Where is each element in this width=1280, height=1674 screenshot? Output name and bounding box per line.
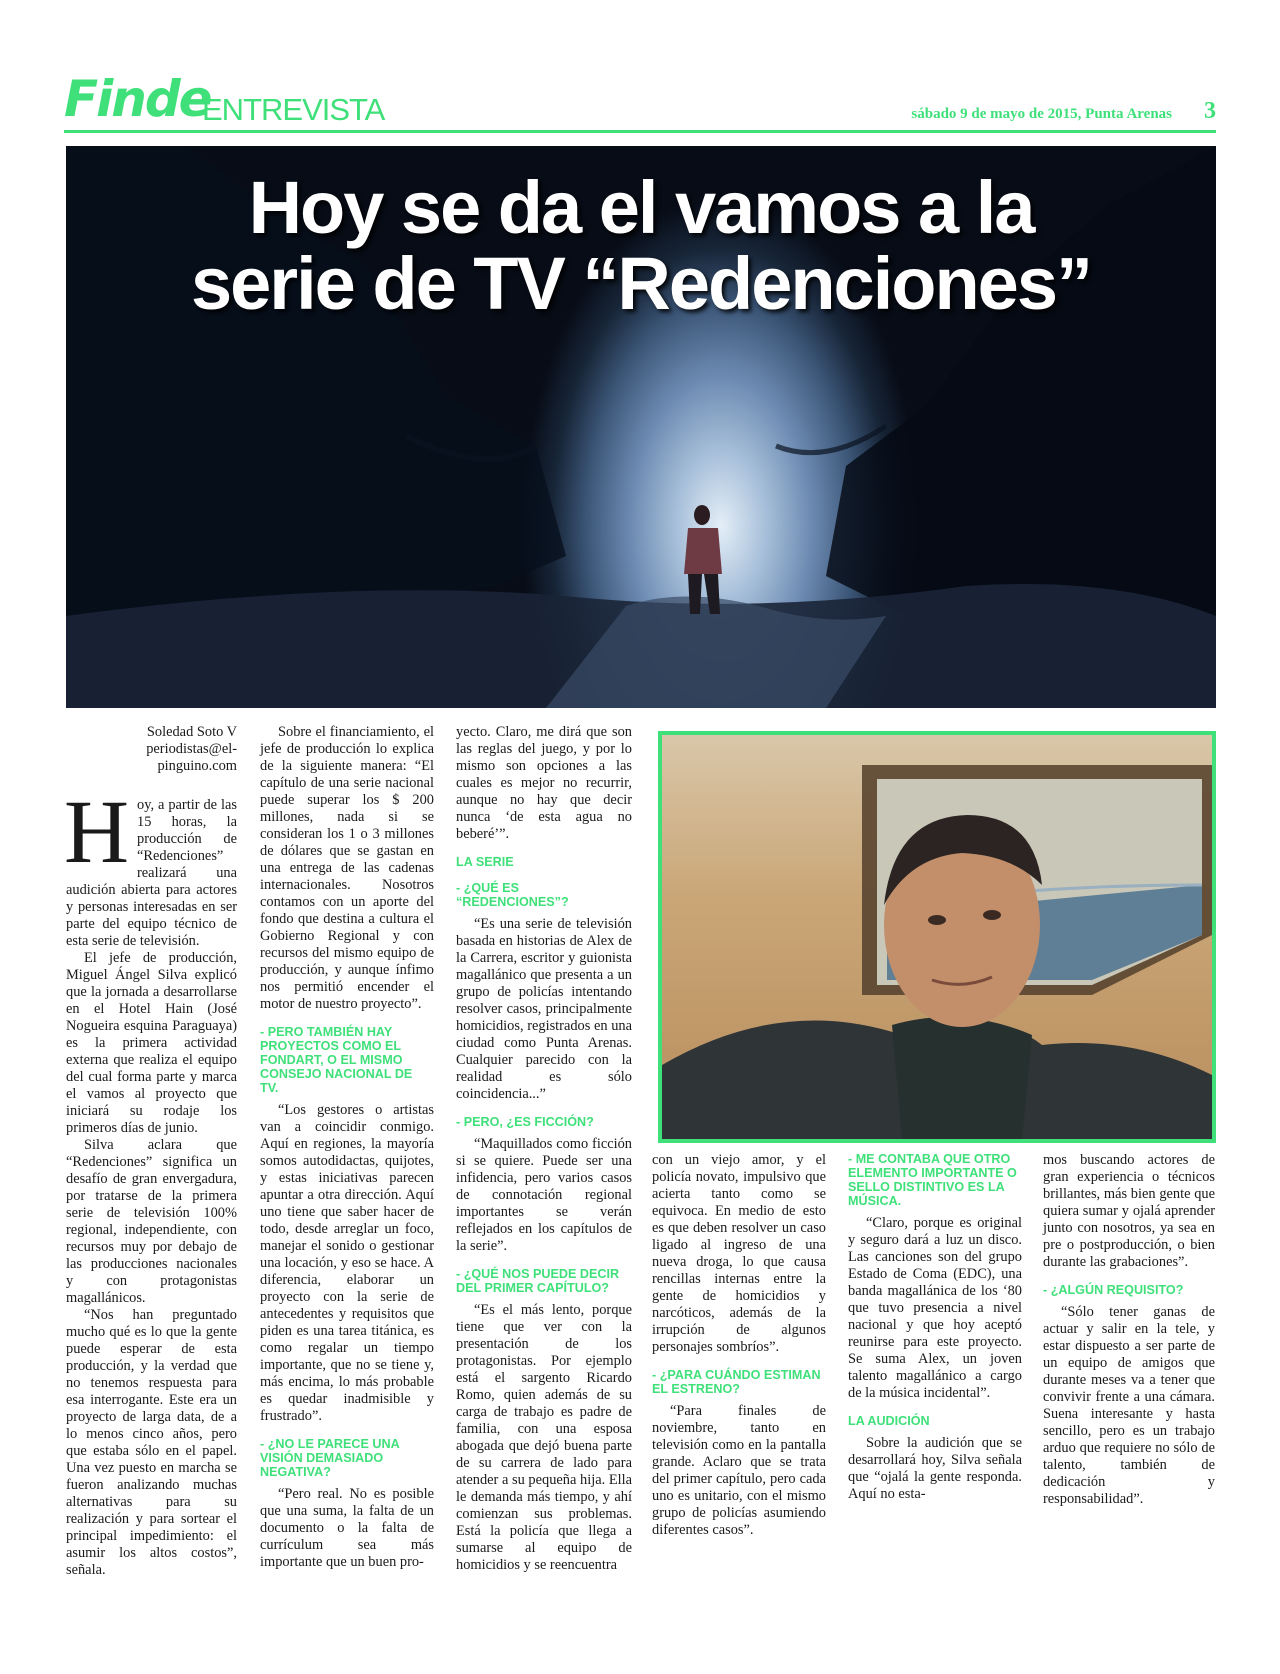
paragraph: mos buscando actores de gran experiencia o técnicos brillantes, más bien gente que quiera sumar y ojalá aprender junto con nosotros, ya sea en pre o postproducción, o bien durante las grabaciones”. xyxy=(1043,1152,1215,1270)
paragraph: “Para finales de noviembre, tanto en televisión como en la pantalla grande. Aclaro que se trata del primer capítulo, pero cada uno es unitario, con el mismo grupo de policías asumiendo diferentes casos”. xyxy=(652,1403,826,1538)
column-4 xyxy=(652,1152,826,1539)
portrait-illustration xyxy=(662,735,1212,1139)
paragraph: Sobre la audición que se desarrollará hoy, Silva señala que “ojalá la gente responda. Aquí no esta- xyxy=(848,1435,1022,1502)
question-heading: - ¿QUÉ NOS PUEDE DECIR DEL PRIMER CAPÍTULO? xyxy=(456,1267,620,1295)
headline xyxy=(66,166,1216,325)
column-6 xyxy=(1043,1152,1215,1508)
byline-author: Soledad Soto V xyxy=(146,724,237,740)
column-3 xyxy=(456,724,632,1574)
finde-logo: Finde xyxy=(64,70,211,128)
paragraph: El jefe de producción, Miguel Ángel Silva explicó que la jornada a desarrollarse en el Hotel Hain (José Nogueira esquina Paraguaya) es la primera actividad externa que realiza el equipo del cual forma parte y marca el vamos al proyecto que iniciará su rodaje los primeros días de junio. xyxy=(66,950,237,1136)
paragraph: “Los gestores o artistas van a coincidir conmigo. Aquí en regiones, la mayoría somos autodidactas, quijotes, y estas iniciativas parecen apuntar a otra dirección. Aquí uno tiene que saber hacer de todo, desde arreglar un foco, manejar el sonido o gestionar una locación, y eso se hace. A diferencia, elaborar un proyecto con la serie de antecedentes y requisitos que piden es una tarea titánica, es como regalar un tiempo importante, que no se tiene y, más encima, lo más probable es quedar inadmisible y frustrado”. xyxy=(260,1102,434,1424)
paragraph: “Maquillados como ficción si se quiere. Puede ser una infidencia, pero varios casos de connotación regional importantes se verán reflejados en los capítulos de la serie”. xyxy=(456,1136,632,1254)
column-2 xyxy=(260,724,434,1571)
paragraph: “Es el más lento, porque tiene que ver con la presentación de los protagonistas. Por ejemplo está el sargento Ricardo Romo, quien además de su carga de trabajo es padre de familia, con una esposa abogada que dejó buena parte de su carrera de lado para atender a su pequeña hija. Ella le demanda más tiempo, y ahí comienzan sus problemas. Está la policía que llega a sumarse al equipo de homicidios y se reencuentra xyxy=(456,1302,632,1573)
portrait-photo xyxy=(658,731,1216,1143)
column-1 xyxy=(66,724,237,1579)
paragraph: “Nos han preguntado mucho qué es lo que la gente puede esperar de esta producción, y la verdad que no tenemos respuesta para esa interrogante. Este era un proyecto de larga data, de a lo menos cinco años, pero que estaba sólo en el papel. Una vez puesto en marcha se fueron analizando muchas alternativas para su realización y para sortear el principal impedimiento: el asumir los altos costos”, señala. xyxy=(66,1307,237,1578)
section-heading: LA AUDICIÓN xyxy=(848,1414,930,1428)
page-number: 3 xyxy=(1204,98,1216,124)
paragraph: Sobre el financiamiento, el jefe de producción lo explica de la siguiente manera: “El capítulo de una serie nacional puede superar los $ 200 millones, nada si se consideran los 1 o 3 millones de dólares que se gastan en una entrega de las cadenas internacionales. Nosotros contamos con un aporte del fondo que destina a cultura el Gobierno Regional y con recursos del mismo equipo de producción, y aunque ínfimo nos permitió encender el motor de nuestro proyecto”. xyxy=(260,724,434,1012)
question-heading: - ME CONTABA QUE OTRO ELEMENTO IMPORTANTE O SELLO DISTINTIVO ES LA MÚSICA. xyxy=(848,1152,1017,1208)
column-5 xyxy=(848,1152,1022,1503)
hero-forest-photo xyxy=(66,146,1216,708)
byline-email-2: pinguino.com xyxy=(157,758,237,774)
paragraph: “Es una serie de televisión basada en historias de Alex de la Carrera, escritor y guionista magallánico que presenta a un grupo de policías intentando resolver casos, principalmente homicidios, registrados en una ciudad como Punta Arenas. Cualquier parecido con la realidad es sólo coincidencia...” xyxy=(456,916,632,1102)
paragraph: “Pero real. No es posible que una suma, la falta de un documento o la falta de currículum sea más importante que un buen pro- xyxy=(260,1486,434,1570)
masthead xyxy=(64,68,1216,130)
question-heading: - PERO TAMBIÉN HAY PROYECTOS COMO EL FONDART, O EL MISMO CONSEJO NACIONAL DE TV. xyxy=(260,1025,413,1095)
question-heading: - ¿ALGÚN REQUISITO? xyxy=(1043,1283,1184,1297)
dateline: sábado 9 de mayo de 2015, Punta Arenas xyxy=(911,106,1172,122)
section-heading: LA SERIE xyxy=(456,855,514,869)
drop-cap: H xyxy=(64,783,129,882)
paragraph: con un viejo amor, y el policía novato, impulsivo que acierta tanto como se equivoca. En medio de esto es que deben resolver un caso ligado al ingreso de una nueva droga, lo que causa rencillas internas entre la gente de homicidios y narcóticos, además de la irrupción de algunos personajes sombríos”. xyxy=(652,1152,826,1355)
paragraph: Silva aclara que “Redenciones” significa un desafío de gran envergadura, por tratarse de la primera serie de televisión 100% regional, independiente, con recursos muy por debajo de las producciones nacionales y con protagonistas magallánicos. xyxy=(66,1137,237,1306)
paragraph: “Claro, porque es original y seguro dará a luz un disco. Las canciones son del grupo Estado de Coma (EDC), una banda magallánica de los ‘80 que tuvo presencia a nivel nacional y que hoy aceptó reunirse para este proyecto. Se suma Alex, un joven talento magallánico a cargo de la música incidental”. xyxy=(848,1215,1022,1401)
paragraph: Hoy, a partir de las 15 horas, la producción de “Redenciones” realizará una audición abierta para actores y personas interesadas en ser parte del equipo técnico de esta serie de televisión. xyxy=(64,783,237,949)
byline xyxy=(66,724,237,775)
byline-email-1: periodistas@el- xyxy=(146,741,237,757)
paragraph: “Sólo tener ganas de actuar y salir en la tele, y estar dispuesto a ser parte de un equipo de amigos que durante meses va a tener que convivir frente a una cámara. Suena interesante y hasta sencillo, pero es un trabajo arduo que requiere no sólo de talento, también de dedicación y responsabilidad”. xyxy=(1043,1304,1215,1507)
question-heading: - ¿PARA CUÁNDO ESTIMAN EL ESTRENO? xyxy=(652,1368,821,1396)
question-heading: - PERO, ¿ES FICCIÓN? xyxy=(456,1115,594,1129)
question-heading: - ¿QUÉ ES “REDENCIONES”? xyxy=(456,881,569,909)
paragraph: yecto. Claro, me dirá que son las reglas del juego, y por lo mismo son opciones a las cuales es mejor no recurrir, aunque no hay que decir nunca ‘de esta agua no beberé’”. xyxy=(456,724,632,842)
headline-line-2: serie de TV “Redenciones” xyxy=(190,242,1091,325)
section-label: ENTREVISTA xyxy=(202,92,385,127)
top-rule xyxy=(64,130,1216,133)
question-heading: - ¿NO LE PARECE UNA VISIÓN DEMASIADO NEGATIVA? xyxy=(260,1437,400,1479)
headline-line-1: Hoy se da el vamos a la xyxy=(248,166,1034,249)
